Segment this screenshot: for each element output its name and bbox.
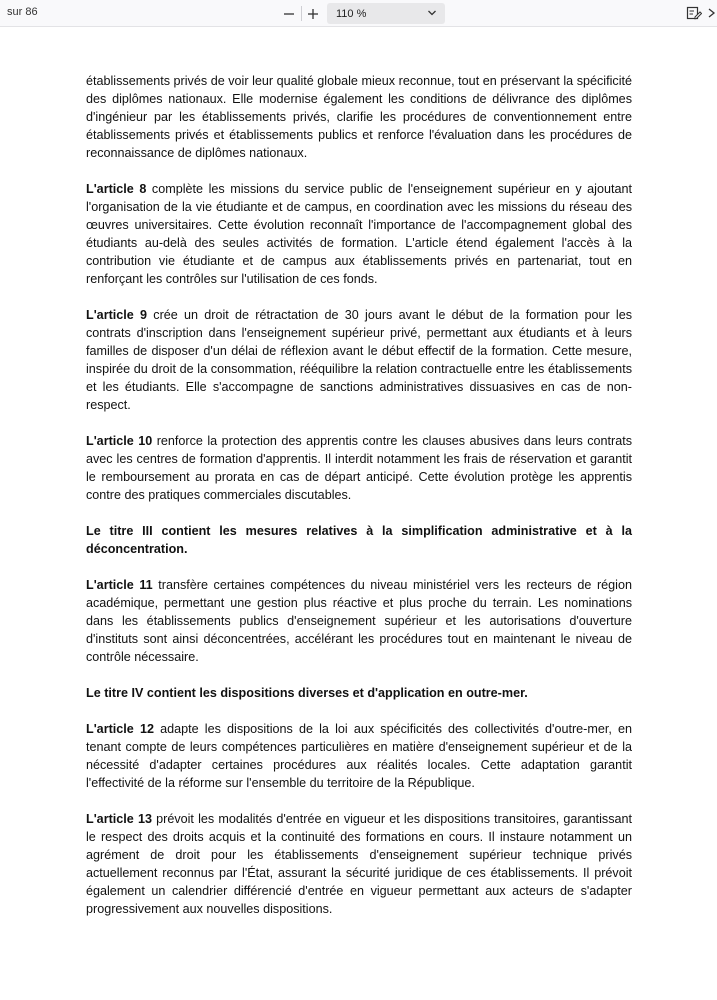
zoom-select[interactable] [327, 3, 445, 24]
section-heading: Le titre III contient les mesures relatives à la simplification administrative et à la déconcentration. [86, 524, 632, 556]
toolbar-divider [301, 6, 302, 21]
article-label: L'article 12 [86, 722, 154, 736]
article-label: L'article 13 [86, 812, 152, 826]
paragraph-text: prévoit les modalités d'entrée en vigueur et les dispositions transitoires, garantissant le respect des droits acquis et la continuité des formations en cours. Il instaure notamment un agrément de droit pour les établissements d'enseignement supérieur technique privés actuellement reconnus par l'État, assurant la sécurité juridique de ces établissements. Il prévoit également un calendrier différencié d'entrée en vigueur permettant aux acteurs de s'adapter progressivement aux nouvelles dispositions. [86, 812, 632, 916]
paragraph-text: crée un droit de rétractation de 30 jours avant le début de la formation pour les contrats d'inscription dans l'enseignement supérieur privé, permettant aux étudiants et à leurs familles de disposer d'un délai de réflexion avant le début effectif de la formation. Cette mesure, inspirée du droit de la consommation, rééquilibre la relation contractuelle entre les établissements et les étudiants. Elle s'accompagne de sanctions administratives dissuasives en cas de non-respect. [86, 308, 633, 412]
document-page [86, 72, 632, 936]
zoom-value: 110 % [336, 7, 367, 20]
article-label: L'article 11 [86, 578, 153, 592]
paragraph [86, 306, 632, 414]
paragraph [86, 720, 632, 792]
chevron-down-icon [427, 8, 437, 18]
paragraph [86, 576, 632, 666]
paragraph [86, 810, 632, 918]
page-count: sur 86 [7, 6, 38, 18]
paragraph [86, 432, 632, 504]
more-tools-icon[interactable] [706, 5, 717, 21]
paragraph [86, 72, 632, 162]
pdf-toolbar [0, 0, 717, 27]
paragraph-text: établissements privés de voir leur qualité globale mieux reconnue, tout en préservant la spécificité des diplômes nationaux. Elle modernise également les conditions de délivrance des diplômes d'ingénieur par les établissements privés, clarifie les procédures de conventionnement entre établissements privés et établissements publics et renforce l'évaluation dans les procédures de reconnaissance de diplômes nationaux. [86, 74, 632, 160]
section-heading: Le titre IV contient les dispositions diverses et d'application en outre-mer. [86, 686, 528, 700]
plus-icon [307, 8, 319, 20]
zoom-in-button[interactable] [303, 4, 323, 23]
paragraph-text: complète les missions du service public de l'enseignement supérieur en y ajoutant l'organisation de la vie étudiante et de campus, en coordination avec les missions du réseau des œuvres universitaires. Cette évolution reconnaît l'importance de l'accompagnement global des étudiants au-delà des seules activités de formation. L'article étend également l'accès à la contribution vie étudiante et de campus aux établissements privés en partenariat, tout en renforçant les contrôles sur l'utilisation de ces fonds. [86, 182, 632, 286]
paragraph-text: transfère certaines compétences du niveau ministériel vers les recteurs de région académique, permettant une gestion plus réactive et plus proche du terrain. Les nominations dans les établissements publics d'enseignement supérieur et les autorisations d'ouverture d'instituts sont ainsi déconcentrées, accélérant les procédures tout en maintenant le niveau de contrôle nécessaire. [86, 578, 632, 664]
zoom-out-button[interactable] [279, 4, 299, 23]
article-label: L'article 10 [86, 434, 153, 448]
minus-icon [283, 8, 295, 20]
article-label: L'article 8 [86, 182, 147, 196]
article-label: L'article 9 [86, 308, 148, 322]
paragraph [86, 180, 632, 288]
paragraph-text: adapte les dispositions de la loi aux spécificités des collectivités d'outre-mer, en tenant compte de leurs compétences particulières en matière d'enseignement supérieur et de la nécessité d'adapter certaines procédures aux réalités locales. Cette adaptation garantit l'effectivité de la réforme sur l'ensemble du territoire de la République. [86, 722, 632, 790]
paragraph-text: renforce la protection des apprentis contre les clauses abusives dans leurs contrats avec les centres de formation d'apprentis. Il interdit notamment les frais de réservation et garantit le remboursement au prorata en cas de départ anticipé. Cette évolution protège les apprentis contre des pratiques commerciales discutables. [86, 434, 632, 502]
edit-annotation-icon[interactable] [686, 5, 702, 21]
